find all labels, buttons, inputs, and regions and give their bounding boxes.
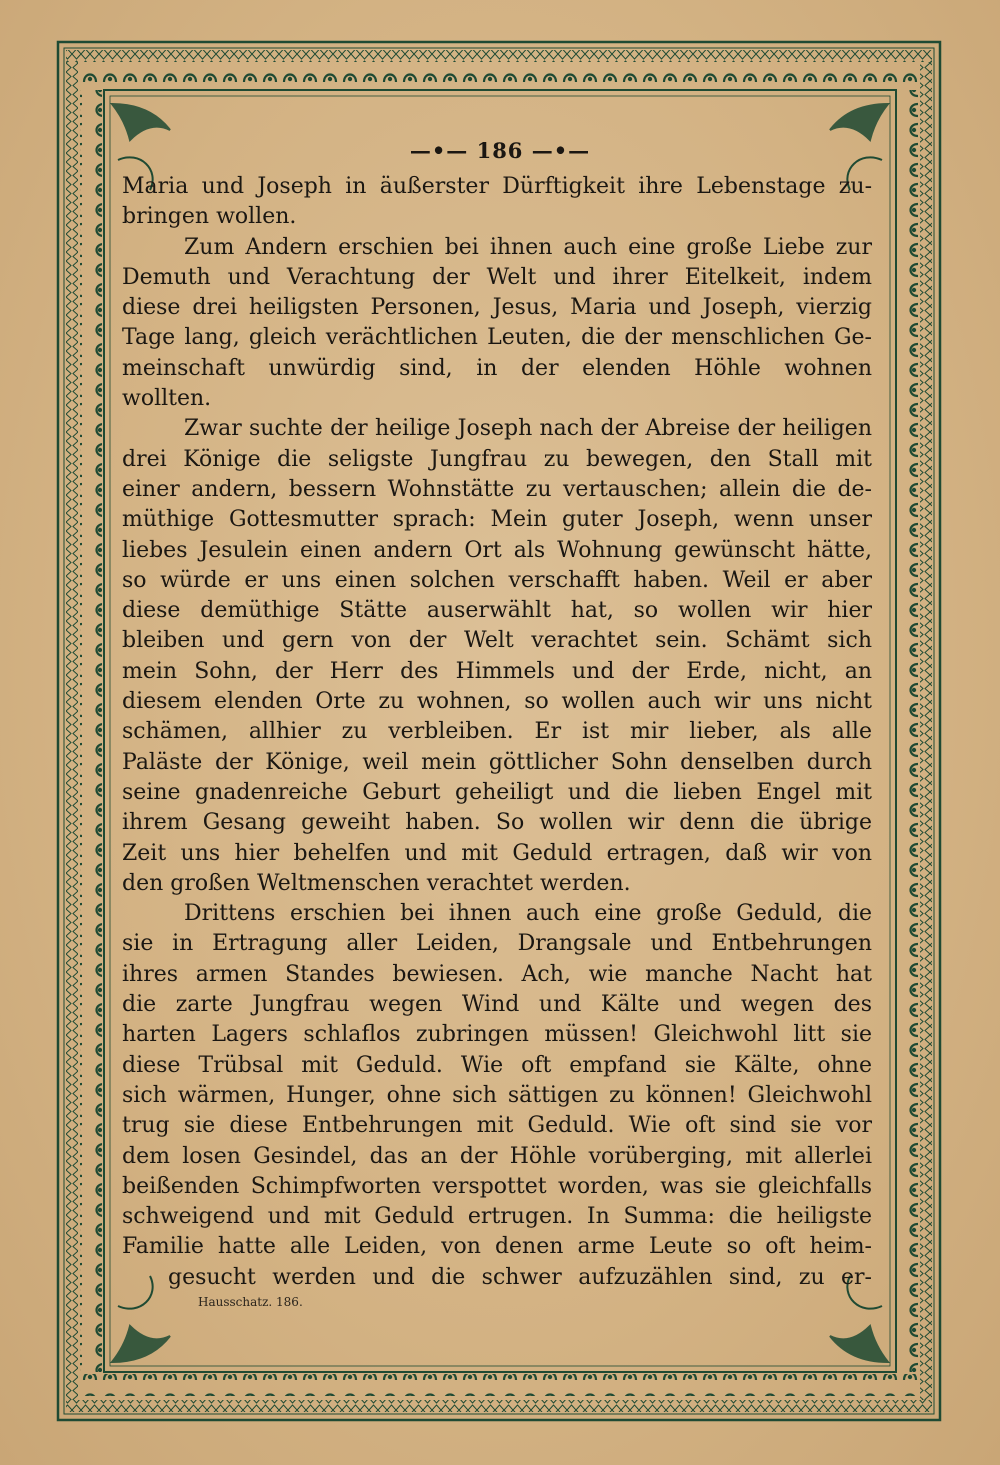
text-line: seine gnadenreiche Geburt geheiligt und die lieben Engel mit <box>122 779 872 805</box>
text-line: sie in Ertragung aller Leiden, Drangsale und Entbehrungen <box>122 931 872 957</box>
text-line: beißenden Schimpfworten verspottet worden, was sie gleichfalls <box>122 1173 872 1199</box>
text-line: schweigend und mit Geduld ertrugen. In Summa: die heiligste <box>122 1204 872 1230</box>
text-line: ihrem Gesang geweiht haben. So wollen wir denn die übrige <box>122 810 872 836</box>
text-line: Maria und Joseph in äußerster Dürftigkeit ihre Lebenstage zu- <box>122 174 872 199</box>
text-line: mein Sohn, der Herr des Himmels und der Erde, nicht, an <box>122 658 872 684</box>
text-line: Demuth und Verachtung der Welt und ihrer Eitelkeit, indem <box>122 264 872 290</box>
page-number: —•— 186 —•— <box>409 138 591 163</box>
signature-mark: Hausschatz. 186. <box>198 1295 303 1309</box>
text-line: Drittens erschien bei ihnen auch eine große Geduld, die <box>184 901 872 927</box>
text-line: müthige Gottesmutter sprach: Mein guter Joseph, wenn unser <box>122 507 872 533</box>
text-line: sich wärmen, Hunger, ohne sich sättigen zu können! Gleichwohl <box>122 1082 872 1108</box>
text-line: Paläste der Könige, weil mein göttlicher Sohn denselben durch <box>122 749 872 775</box>
text-line: Zum Andern erschien bei ihnen auch eine große Liebe zur <box>184 234 872 260</box>
text-line: wollten. <box>122 386 212 412</box>
text-line: ihres armen Standes bewiesen. Ach, wie manche Nacht hat <box>122 961 872 987</box>
text-line: diese demüthige Stätte auserwählt hat, so wollen wir hier <box>122 598 872 624</box>
text-line: diesem elenden Orte zu wohnen, so wollen auch wir uns nicht <box>122 689 872 715</box>
text-line: bleiben und gern von der Welt verachtet sein. Schämt sich <box>122 628 872 654</box>
body-text <box>122 172 872 1293</box>
text-line: liebes Jesulein einen andern Ort als Wohnung gewünscht hätte, <box>122 537 872 563</box>
text-line: Familie hatte alle Leiden, von denen arme Leute so oft heim- <box>122 1234 872 1260</box>
text-line: gesucht werden und die schwer aufzuzählen sind, zu er- <box>168 1264 872 1290</box>
text-line: drei Könige die seligste Jungfrau zu bewegen, den Stall mit <box>122 446 872 472</box>
text-line: trug sie diese Entbehrungen mit Geduld. Wie oft sind sie vor <box>122 1113 872 1139</box>
text-line: diese Trübsal mit Geduld. Wie oft empfand sie Kälte, ohne <box>122 1052 872 1078</box>
text-line: diese drei heiligsten Personen, Jesus, Maria und Joseph, vierzig <box>122 295 872 321</box>
text-line: einer andern, bessern Wohnstätte zu vertauschen; allein die de- <box>122 476 872 502</box>
text-line: so würde er uns einen solchen verschafft haben. Weil er aber <box>122 567 872 593</box>
text-line: dem losen Gesindel, das an der Höhle vorüberging, mit allerlei <box>122 1143 872 1169</box>
text-line: Tage lang, gleich verächtlichen Leuten, die der menschlichen Ge- <box>122 325 872 351</box>
text-line: Zeit uns hier behelfen und mit Geduld ertragen, daß wir von <box>122 840 872 866</box>
text-line: den großen Weltmenschen verachtet werden. <box>122 870 631 896</box>
text-line: die zarte Jungfrau wegen Wind und Kälte und wegen des <box>122 992 872 1018</box>
text-line: schämen, allhier zu verbleiben. Er ist mir lieber, als alle <box>122 719 872 745</box>
text-line: meinschaft unwürdig sind, in der elenden Höhle wohnen <box>122 355 872 381</box>
text-line: harten Lagers schlaflos zubringen müssen! Gleichwohl litt sie <box>122 1022 872 1048</box>
text-line: Zwar suchte der heilige Joseph nach der Abreise der heiligen <box>184 416 872 442</box>
text-line: bringen wollen. <box>122 204 297 230</box>
